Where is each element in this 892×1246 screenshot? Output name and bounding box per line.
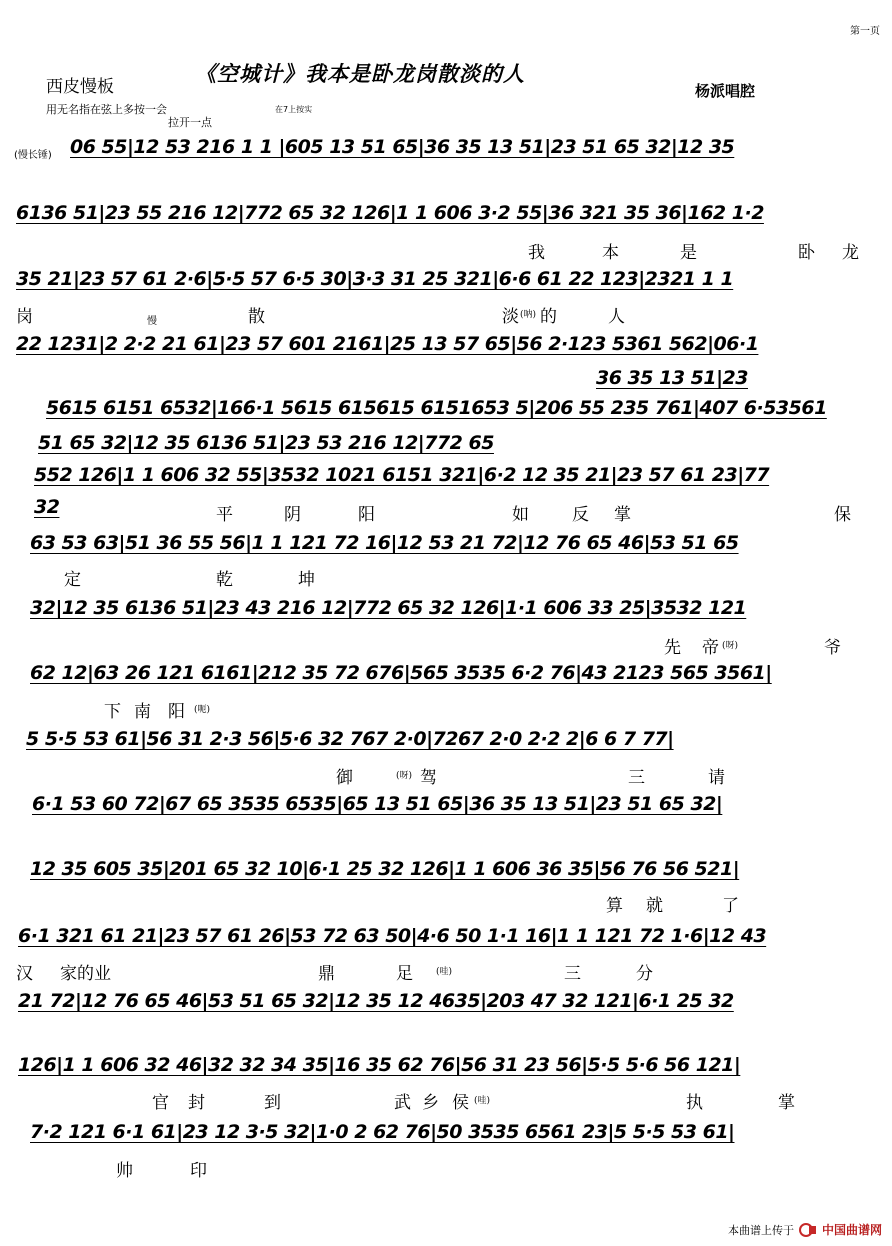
lyric-char: 我 bbox=[528, 243, 545, 263]
lyric-char: 封 bbox=[188, 1093, 205, 1113]
lyric-char: 南 bbox=[134, 702, 151, 722]
mode-label: 西皮慢板 bbox=[46, 77, 114, 97]
score-line-1: 06 55|12 53 216 1 1 |605 13 51 65|36 35 13 51|23 51 65 32|12 35 bbox=[70, 136, 735, 158]
score-line-3: 35 21|23 57 61 2·6|5·5 57 6·5 30|3·3 31 25 321|6·6 61 22 123|2321 1 1 bbox=[16, 268, 734, 290]
lyric-char: 汉 bbox=[16, 964, 33, 984]
lyric-char: 请 bbox=[708, 768, 725, 788]
page-title: 《空城计》我本是卧龙岗散淡的人 bbox=[195, 61, 525, 86]
lyric-char: 阳 bbox=[168, 702, 185, 722]
lyric-char: 家的业 bbox=[60, 964, 111, 984]
lyric-line-6 bbox=[16, 697, 876, 722]
lyric-char: 帝 bbox=[702, 638, 719, 658]
lyric-interjection: (呀) bbox=[396, 771, 413, 781]
lyric-char: 阴 bbox=[284, 505, 301, 525]
tempo-mark: (慢长锤) bbox=[14, 150, 52, 161]
lyric-interjection: (哇) bbox=[474, 1096, 491, 1106]
lyric-char: 三 bbox=[628, 768, 645, 788]
footer-upload-text: 本曲谱上传于 bbox=[727, 1223, 794, 1237]
fingering-note: 在7上按实 bbox=[275, 105, 313, 114]
lyric-line-3 bbox=[16, 500, 876, 525]
lyric-char: 分 bbox=[636, 964, 653, 984]
lyric-char: 爷 bbox=[824, 638, 841, 658]
score-line-6b: 32 bbox=[34, 496, 60, 518]
lyric-interjection: (呃) bbox=[194, 705, 211, 715]
footer bbox=[728, 1221, 882, 1238]
lyric-char: 坤 bbox=[298, 570, 315, 590]
lyric-line-9 bbox=[16, 959, 876, 984]
lyric-char: 算 bbox=[606, 896, 623, 916]
lyric-line-11 bbox=[16, 1156, 876, 1181]
score-line-4: 22 1231|2 2·2 21 61|23 57 601 2161|25 13 57 65|56 2·123 5361 562|06·1 bbox=[16, 333, 759, 355]
lyric-char: 平 bbox=[216, 505, 233, 525]
score-line-16: 7·2 121 6·1 61|23 12 3·5 32|1·0 2 62 76|50 3535 6561 23|5 5·5 53 61| bbox=[30, 1121, 735, 1143]
lyric-char: 掌 bbox=[614, 505, 631, 525]
lyric-char: 定 bbox=[64, 570, 81, 590]
lyric-char: 龙 bbox=[842, 243, 859, 263]
lyric-char: 了 bbox=[722, 896, 739, 916]
lyric-line-8 bbox=[16, 891, 876, 916]
score-line-9: 62 12|63 26 121 6161|212 35 72 676|565 3535 6·2 76|43 2123 565 3561| bbox=[30, 662, 772, 684]
lyric-line-1 bbox=[16, 238, 876, 263]
lyric-char: 武 bbox=[394, 1093, 411, 1113]
score-line-6: 552 126|1 1 606 32 55|3532 1021 6151 321|6·2 12 35 21|23 57 61 23|77 bbox=[34, 464, 770, 486]
site-logo-icon bbox=[799, 1223, 817, 1237]
lyric-char: 阳 bbox=[358, 505, 375, 525]
score-line-8: 32|12 35 6136 51|23 43 216 12|772 65 32 126|1·1 606 33 25|3532 121 bbox=[30, 597, 747, 619]
page-number: 第一页 bbox=[850, 26, 880, 37]
score-line-10: 5 5·5 53 61|56 31 2·3 56|5·6 32 767 2·0|7267 2·0 2·2 2|6 6 7 77| bbox=[26, 728, 674, 750]
lyric-char: 乾 bbox=[216, 570, 233, 590]
lyric-interjection: (哇) bbox=[436, 967, 453, 977]
lyric-char: 驾 bbox=[420, 768, 437, 788]
lyric-char: 御 bbox=[336, 768, 353, 788]
lyric-char: 乡 bbox=[422, 1093, 439, 1113]
footer-site-name[interactable]: 中国曲谱网 bbox=[821, 1223, 882, 1237]
lyric-char: 反 bbox=[572, 505, 589, 525]
lyric-char: 散 bbox=[248, 307, 265, 327]
lyric-line-5 bbox=[16, 633, 876, 658]
slow-mark-label: 慢 bbox=[147, 316, 157, 327]
lyric-char: 保 bbox=[834, 505, 851, 525]
score-line-14: 21 72|12 76 65 46|53 51 65 32|12 35 12 4635|203 47 32 121|6·1 25 32 bbox=[18, 990, 734, 1012]
lyric-line-4 bbox=[16, 565, 876, 590]
score-line-11: 6·1 53 60 72|67 65 3535 6535|65 13 51 65|36 35 13 51|23 51 65 32| bbox=[32, 793, 723, 815]
score-line-5b: 51 65 32|12 35 6136 51|23 53 216 12|772 65 bbox=[38, 432, 494, 454]
lyric-char: 淡 bbox=[502, 307, 519, 327]
lyric-char: 岗 bbox=[16, 307, 33, 327]
lyric-char: 官 bbox=[152, 1093, 169, 1113]
lyric-char: 是 bbox=[680, 243, 697, 263]
score-line-7: 63 53 63|51 36 55 56|1 1 121 72 16|12 53 21 72|12 76 65 46|53 51 65 bbox=[30, 532, 739, 554]
score-line-5: 5615 6151 6532|166·1 5615 615615 6151653 5|206 55 235 761|407 6·53561 bbox=[46, 397, 827, 419]
performance-note-2: 拉开一点 bbox=[168, 116, 212, 129]
lyric-line-7 bbox=[16, 763, 876, 788]
lyric-char: 印 bbox=[190, 1161, 207, 1181]
lyric-char: 下 bbox=[104, 702, 121, 722]
lyric-char: 就 bbox=[646, 896, 663, 916]
lyric-char: 三 bbox=[564, 964, 581, 984]
lyric-line-10 bbox=[16, 1088, 876, 1113]
lyric-char: 人 bbox=[608, 307, 625, 327]
lyric-char: 足 bbox=[396, 964, 413, 984]
performance-note-1: 用无名指在弦上多按一会 bbox=[46, 103, 167, 116]
score-line-2: 6136 51|23 55 216 12|772 65 32 126|1 1 606 3·2 55|36 321 35 36|162 1·2 bbox=[16, 202, 764, 224]
score-line-13: 6·1 321 61 21|23 57 61 26|53 72 63 50|4·6 50 1·1 16|1 1 121 72 1·6|12 43 bbox=[18, 925, 767, 947]
lyric-char: 本 bbox=[602, 243, 619, 263]
lyric-char: 如 bbox=[512, 505, 529, 525]
slow-mark bbox=[16, 312, 876, 332]
lyric-char: 到 bbox=[264, 1093, 281, 1113]
lyric-char: 卧 bbox=[798, 243, 815, 263]
score-line-15: 126|1 1 606 32 46|32 32 34 35|16 35 62 76|56 31 23 56|5·5 5·6 56 121| bbox=[18, 1054, 741, 1076]
lyric-char: 执 bbox=[686, 1093, 703, 1113]
school-label: 杨派唱腔 bbox=[695, 82, 756, 100]
lyric-interjection: (呀) bbox=[722, 641, 739, 651]
lyric-char: 掌 bbox=[778, 1093, 795, 1113]
lyric-interjection: (呐) bbox=[520, 310, 537, 320]
lyric-char: 鼎 bbox=[318, 964, 335, 984]
score-line-12: 12 35 605 35|201 65 32 10|6·1 25 32 126|1 1 606 36 35|56 76 56 521| bbox=[30, 858, 740, 880]
score-line-4b: 36 35 13 51|23 bbox=[596, 367, 748, 389]
lyric-char: 帅 bbox=[116, 1161, 133, 1181]
lyric-char: 先 bbox=[664, 638, 681, 658]
lyric-char: 侯 bbox=[452, 1093, 469, 1113]
lyric-char: 的 bbox=[540, 307, 557, 327]
